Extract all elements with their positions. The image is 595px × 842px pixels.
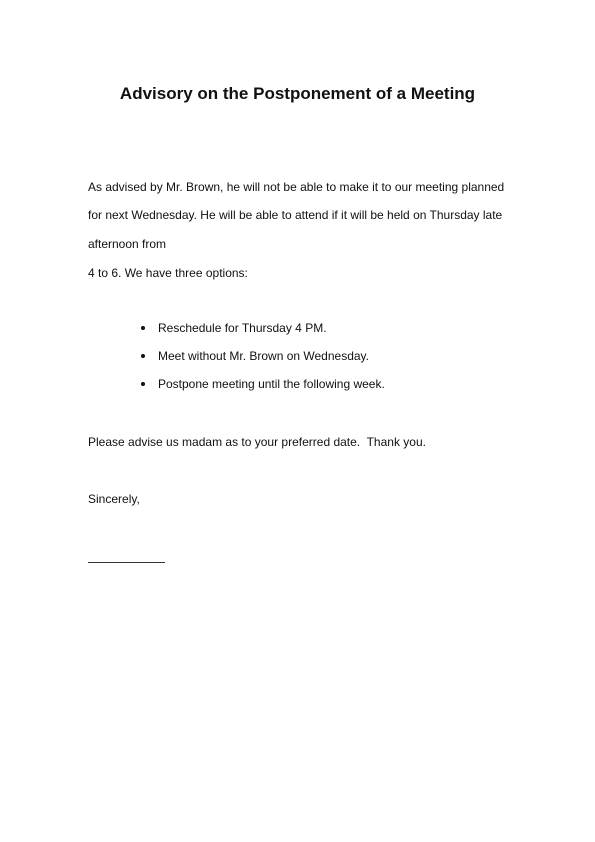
paragraph-line-2: for next Wednesday. He will be able to attend if it will be held on Thursday late (88, 208, 503, 222)
bullet-icon (141, 354, 145, 358)
option-text: Postpone meeting until the following week. (158, 377, 385, 391)
document-title: Advisory on the Postponement of a Meeting (119, 84, 476, 103)
bullet-icon (141, 326, 145, 330)
option-item (140, 321, 385, 349)
paragraph-line-3: afternoon from (88, 237, 167, 251)
paragraph-line-1: As advised by Mr. Brown, he will not be able to make it to our meeting planned (88, 180, 505, 194)
option-item (140, 377, 385, 405)
option-item (140, 349, 385, 377)
options-list (140, 321, 385, 405)
option-text: Reschedule for Thursday 4 PM. (158, 321, 327, 335)
closing-sentence: Please advise us madam as to your preferred date. Thank you. (88, 435, 426, 449)
paragraph-line-4: 4 to 6. We have three options: (88, 266, 248, 280)
option-text: Meet without Mr. Brown on Wednesday. (158, 349, 369, 363)
bullet-icon (141, 382, 145, 386)
sign-off: Sincerely, (88, 492, 140, 506)
signature-line (88, 562, 165, 563)
